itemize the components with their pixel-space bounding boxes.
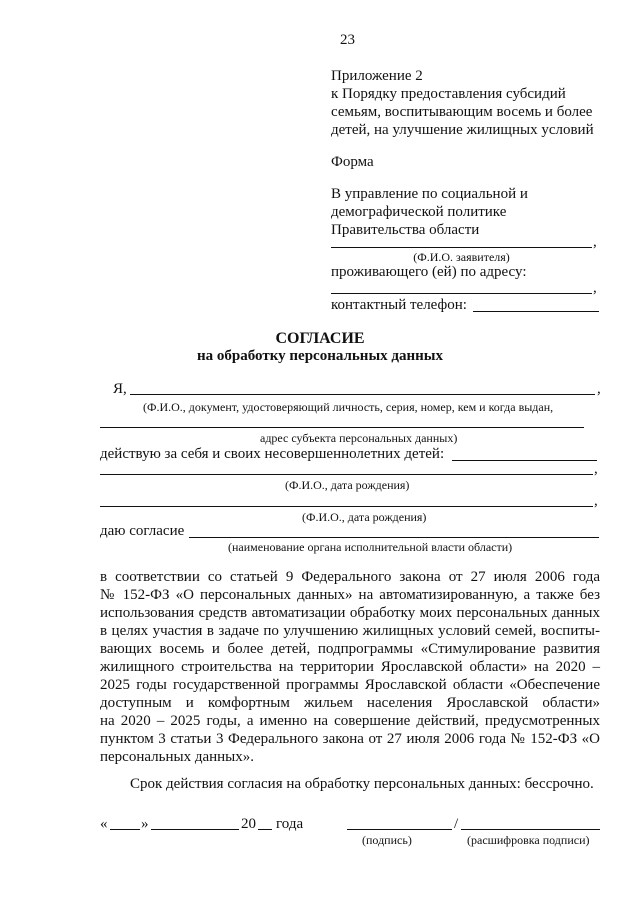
- acting-label: действую за себя и своих несовершеннолетних детей:: [100, 446, 445, 462]
- body-line: доступным и комфортным жильем населения Ярославской области»: [100, 695, 600, 711]
- body-last-line: персональных данных».: [100, 749, 255, 765]
- acting-field[interactable]: [452, 460, 597, 461]
- subject-caption: (Ф.И.О., документ, удостоверяющий личность, серия, номер, кем и когда выдан,: [143, 400, 554, 414]
- child-2-caption: (Ф.И.О., дата рождения): [302, 510, 427, 524]
- document-title: СОГЛАСИЕ: [275, 330, 365, 347]
- date-year-field[interactable]: [258, 829, 272, 830]
- body-line: вающих восемь и более детей, подпрограммы «Стимулирование развития: [100, 641, 600, 657]
- body-line: 2025 годы государственной программы Ярославской области «Обеспечение: [100, 677, 600, 693]
- date-day-field[interactable]: [110, 829, 140, 830]
- document-subtitle: на обработку персональных данных: [197, 348, 443, 364]
- addressee-line-1: В управление по социальной и: [331, 186, 528, 202]
- signature-field[interactable]: [347, 829, 452, 830]
- appendix-line-1: Приложение 2: [331, 68, 423, 84]
- applicant-address-field[interactable]: [331, 293, 592, 294]
- appendix-line-2: к Порядку предоставления субсидий: [331, 86, 566, 102]
- body-line: в соответствии со статьей 9 Федерального закона от 27 июля 2006 года: [100, 569, 600, 585]
- signature-slash: /: [454, 816, 459, 832]
- date-quote-close: »: [141, 816, 149, 832]
- organ-field[interactable]: [189, 537, 599, 538]
- date-year-suffix: года: [276, 816, 304, 832]
- address-label: проживающего (ей) по адресу:: [331, 264, 527, 280]
- body-line: на 2020 – 2025 годы, а именно на совершение действий, предусмотренных: [100, 713, 600, 729]
- signature-decode-field[interactable]: [461, 829, 600, 830]
- date-year-prefix: 20: [241, 816, 256, 832]
- signature-caption: (подпись): [362, 833, 412, 847]
- validity-text: Срок действия согласия на обработку персональных данных: бессрочно.: [130, 776, 594, 792]
- child-1-comma: ,: [594, 461, 598, 477]
- phone-field[interactable]: [473, 311, 599, 312]
- addressee-line-2: демографической политике: [331, 204, 507, 220]
- appendix-line-3: семьям, воспитывающим восемь и более: [331, 104, 593, 120]
- subject-fio-field[interactable]: [130, 394, 595, 395]
- applicant-fio-caption: (Ф.И.О. заявителя): [413, 250, 510, 264]
- body-line: пунктом 3 статьи 3 Федерального закона от 27 июля 2006 года № 152-ФЗ «О: [100, 731, 600, 747]
- applicant-address-comma: ,: [593, 280, 597, 296]
- date-month-field[interactable]: [151, 829, 239, 830]
- date-quote-open: «: [100, 816, 108, 832]
- consent-label: даю согласие: [100, 523, 185, 539]
- signature-decode-caption: (расшифровка подписи): [467, 833, 590, 847]
- subject-fio-comma: ,: [597, 381, 601, 397]
- child-2-field[interactable]: [100, 506, 593, 507]
- applicant-fio-field[interactable]: [331, 247, 592, 248]
- child-1-caption: (Ф.И.О., дата рождения): [285, 478, 410, 492]
- organ-caption: (наименование органа исполнительной власти области): [228, 540, 513, 554]
- body-line: использования средств автоматизации обработку моих персональных данных: [100, 605, 600, 621]
- body-line: жилищного строительства на территории Ярославской области» на 2020 –: [100, 659, 600, 675]
- subject-address-field[interactable]: [100, 427, 584, 428]
- addressee-line-3: Правительства области: [331, 222, 480, 238]
- phone-label: контактный телефон:: [331, 297, 467, 313]
- i-label: Я,: [113, 381, 127, 397]
- subject-address-caption: адрес субъекта персональных данных): [260, 431, 458, 445]
- child-2-comma: ,: [594, 493, 598, 509]
- page-number: 23: [340, 32, 355, 48]
- body-line: № 152-ФЗ «О персональных данных» на автоматизированную, а также без: [100, 587, 600, 603]
- body-line: в целях участия в задаче по улучшению жилищных условий семей, воспиты-: [100, 623, 600, 639]
- applicant-fio-comma: ,: [593, 234, 597, 250]
- child-1-field[interactable]: [100, 474, 593, 475]
- form-label: Форма: [331, 154, 374, 170]
- appendix-line-4: детей, на улучшение жилищных условий: [331, 122, 594, 138]
